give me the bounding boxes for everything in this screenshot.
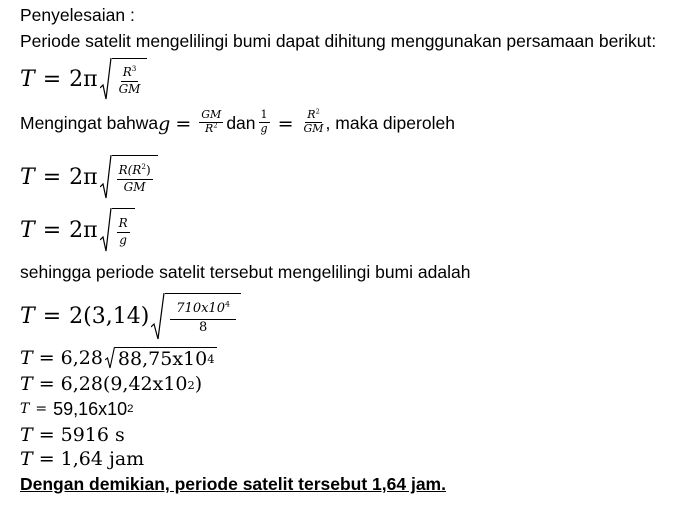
eq1-num-sup: 3 <box>131 64 137 74</box>
eq5-sqrt: 88,75x10 4 <box>105 347 218 369</box>
equation-4: T = 2(3,14) $\frac{710x10^4}{8}$ <box>20 293 241 341</box>
mengingat-frac1: $\frac{GM}{R^2}$ <box>201 108 222 135</box>
eq1-den: GM <box>118 82 141 96</box>
eq4-sqrt: $\frac{710x10^4}{8}$ <box>151 293 241 341</box>
equation-8: T = 5916 s <box>20 424 125 446</box>
eq1-sqrt <box>100 58 148 102</box>
eq1-coef: 2π <box>69 67 98 92</box>
sehingga-text: sehingga periode satelit tersebut mengelilingi bumi adalah <box>20 262 471 282</box>
sqrt-sign-icon <box>100 208 112 254</box>
equation-1 <box>20 58 147 102</box>
sqrt-sign-icon <box>100 155 112 201</box>
heading: Penyelesaian : <box>20 5 135 25</box>
sqrt-sign-icon <box>105 347 115 369</box>
equation-9: T = 1,64 jam <box>20 448 145 470</box>
eq1-lhs: T <box>20 67 35 92</box>
equation-7: T = 59,16x10 2 <box>20 399 134 419</box>
mengingat-equals: = <box>175 112 192 135</box>
equation-6: T = 6,28(9,42x10 2 ) <box>20 373 203 395</box>
equation-2: T = 2π $\frac{R(R^2)}{GM}$ <box>20 155 158 201</box>
eq3-sqrt: $\frac{R}{g}$ <box>100 208 135 254</box>
equation-5: T = 6,28 88,75x10 4 <box>20 347 217 369</box>
mengingat-line: Mengingat bahwa g = $\frac{GM}{R^2}$ dan $\frac{1}{g}$ = $\frac{R^2}{GM}$ , maka diperoleh <box>20 107 455 135</box>
mengingat-g: g <box>158 112 171 135</box>
sqrt-sign-icon <box>100 58 112 102</box>
mengingat-frac2: $\frac{1}{g}$ <box>260 108 268 135</box>
mengingat-pre: Mengingat bahwa <box>20 113 159 134</box>
sqrt-sign-icon <box>151 293 165 341</box>
equation-3: T = 2π $\frac{R}{g}$ <box>20 208 135 254</box>
mengingat-post: , maka diperoleh <box>325 113 455 134</box>
eq1-equals: = <box>42 67 62 92</box>
intro-text: Periode satelit mengelilingi bumi dapat dihitung menggunakan persamaan berikut: <box>20 31 657 51</box>
mengingat-dan: dan <box>226 113 256 134</box>
mengingat-frac3: $\frac{R^2}{GM}$ <box>303 107 324 135</box>
eq1-num: R <box>122 65 132 80</box>
conclusion-text: Dengan demikian, periode satelit tersebut 1,64 jam. <box>20 474 446 494</box>
eq2-sqrt: $\frac{R(R^2)}{GM}$ <box>100 155 158 201</box>
